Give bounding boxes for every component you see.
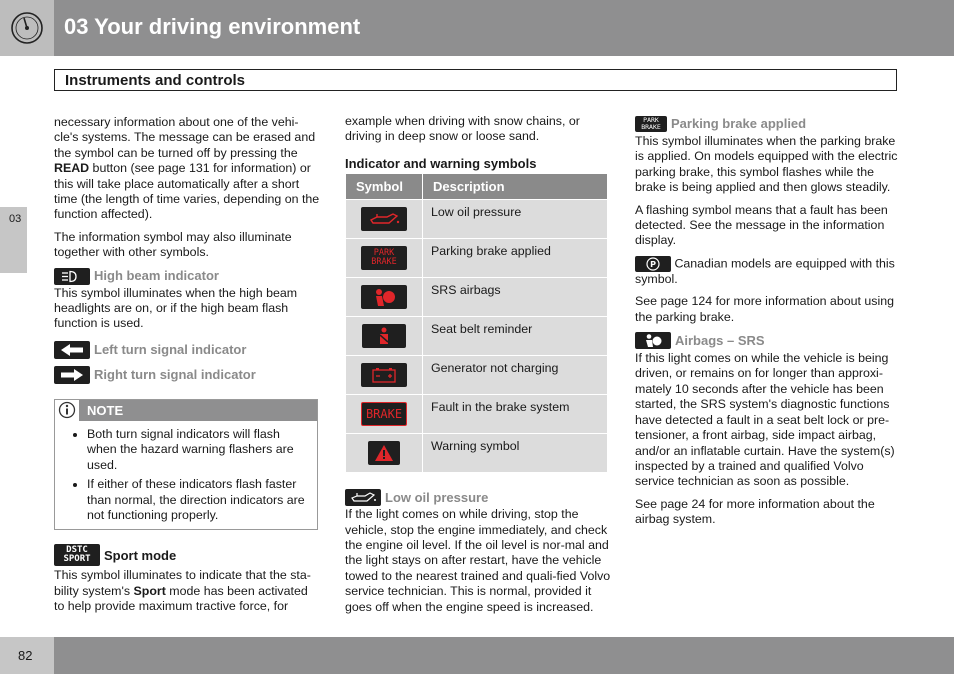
section-title-box [54,69,897,91]
battery-icon [361,363,407,387]
airbag-p2: See page 24 for more information about the airbag system. [635,496,875,527]
table-cell: Parking brake applied [423,239,608,278]
symbol-table [345,173,608,473]
info-paragraph: The information symbol may also illuminate together with other symbols. [54,229,292,260]
park-brake-title: Parking brake applied [671,116,807,132]
table-row [346,395,608,434]
table-cell: Seat belt reminder [423,317,608,356]
airbag-title: Airbags – SRS [675,332,765,348]
park-brake-icon: PARK BRAKE [635,116,667,132]
table-header-row [346,174,608,200]
high-beam-title: High beam indicator [94,268,219,284]
table-row [346,239,608,278]
park-brake-heading [635,116,903,132]
table-cell: Fault in the brake system [423,395,608,434]
table-row [346,356,608,395]
table-header-symbol: Symbol [346,174,423,200]
table-title: Indicator and warning symbols [345,155,537,171]
high-beam-icon [54,268,90,285]
sport-title: Sport mode [104,547,177,563]
left-turn-heading [54,341,320,359]
note-header [55,400,317,421]
note-list [55,427,311,523]
table-header-description: Description [423,174,608,200]
oil-icon [345,489,381,506]
sport-heading [54,544,320,566]
airbag-icon [635,332,671,349]
chapter-tab [0,207,27,273]
table-cell: Warning symbol [423,434,608,473]
page-header [0,0,954,56]
column-2 [345,114,611,622]
high-beam-text: This symbol illuminates when the high beam headlights are on, or if the high beam flash function is used. [54,285,298,331]
oil-text: If the light comes on while driving, stop the vehicle, stop the engine immediately, and check the engine oil level. If the oil level is nor-mal and the light stays on after restart, have the vehicle towed to the nearest trained and quali-fied Volvo service technician. This is normal, provided it goes off when the engine speed is increased. [345,507,611,614]
airbag-heading [635,332,903,349]
table-row [346,278,608,317]
table-cell: Low oil pressure [423,200,608,239]
gauge-icon [0,0,54,56]
section-title: Instruments and controls [65,72,246,89]
page-number-box [0,637,54,674]
park-brake-p3: See page 124 for more information about using the parking brake. [635,294,894,324]
airbag-icon [361,285,407,309]
table-cell: Generator not charging [423,356,608,395]
column-3 [635,116,903,535]
note-box [54,399,318,530]
continued-paragraph: example when driving with snow chains, or driving in deep snow or loose sand. [345,114,580,144]
dstc-sport-icon: DSTC SPORT [54,544,100,566]
high-beam-heading [54,268,320,285]
right-turn-title: Right turn signal indicator [94,367,256,383]
brake-icon: BRAKE [361,402,407,426]
list-item: • Both turn signal indicators will flash when the hazard warning flashers are used. [87,427,311,473]
table-row [346,317,608,356]
intro-paragraph: necessary information about one of the vehi-cle's systems. The message can be erased and the symbol can be turned off by pressing the READ button (see page 131 for information) or this will take place automatically after a short time (the length of time varies, depending on the function affected). [54,115,320,222]
right-turn-heading [54,366,320,384]
warning-triangle-icon [368,441,400,465]
park-brake-p2: A flashing symbol means that a fault has been detected. See the message in the information display. [635,202,888,248]
page-number: 82 [18,648,33,663]
page-footer [0,637,954,674]
chapter-tab-label: 03 [9,213,22,225]
chapter-title: 03 Your driving environment [64,14,361,39]
airbag-p1: If this light comes on while the vehicle is being driven, or remains on for longer than approxi-mately 10 seconds after the vehicle has been started, the SRS system's diagnostic functions have detected a fault in a seat belt lock or pre-tensioner, a front airbag, side impact airbag, and/or an inflatable curtain. Have the system(s) inspected by a trained and qualified Volvo service technician as soon as possible. [635,351,895,489]
seatbelt-icon [362,324,406,348]
table-row [346,200,608,239]
left-arrow-icon [54,341,90,359]
column-1 [54,115,320,622]
table-row [346,434,608,473]
canada-park-icon [635,256,671,272]
park-brake-icon: PARK BRAKE [361,246,407,270]
info-icon [55,400,79,421]
left-turn-title: Left turn signal indicator [94,342,247,358]
note-title: NOTE [87,402,124,418]
table-cell: SRS airbags [423,278,608,317]
canada-paragraph: P Canadian models are equipped with this symbol. [635,256,895,286]
oil-title: Low oil pressure [385,490,489,506]
sport-text: This symbol illuminates to indicate that the sta-bility system's Sport mode has been activated to help provide maximum tractive force, for [54,568,311,614]
svg-text:P: P [650,259,656,269]
list-item: • If either of these indicators flash faster than normal, the direction indicators are not functioning properly. [87,477,311,523]
park-brake-p1: This symbol illuminates when the parking brake is applied. On models equipped with the electric parking brake, this symbol flashes while the brake is being applied and then glows steadily. [635,134,898,195]
oil-heading [345,489,611,506]
right-arrow-icon [54,366,90,384]
oil-icon [361,207,407,231]
